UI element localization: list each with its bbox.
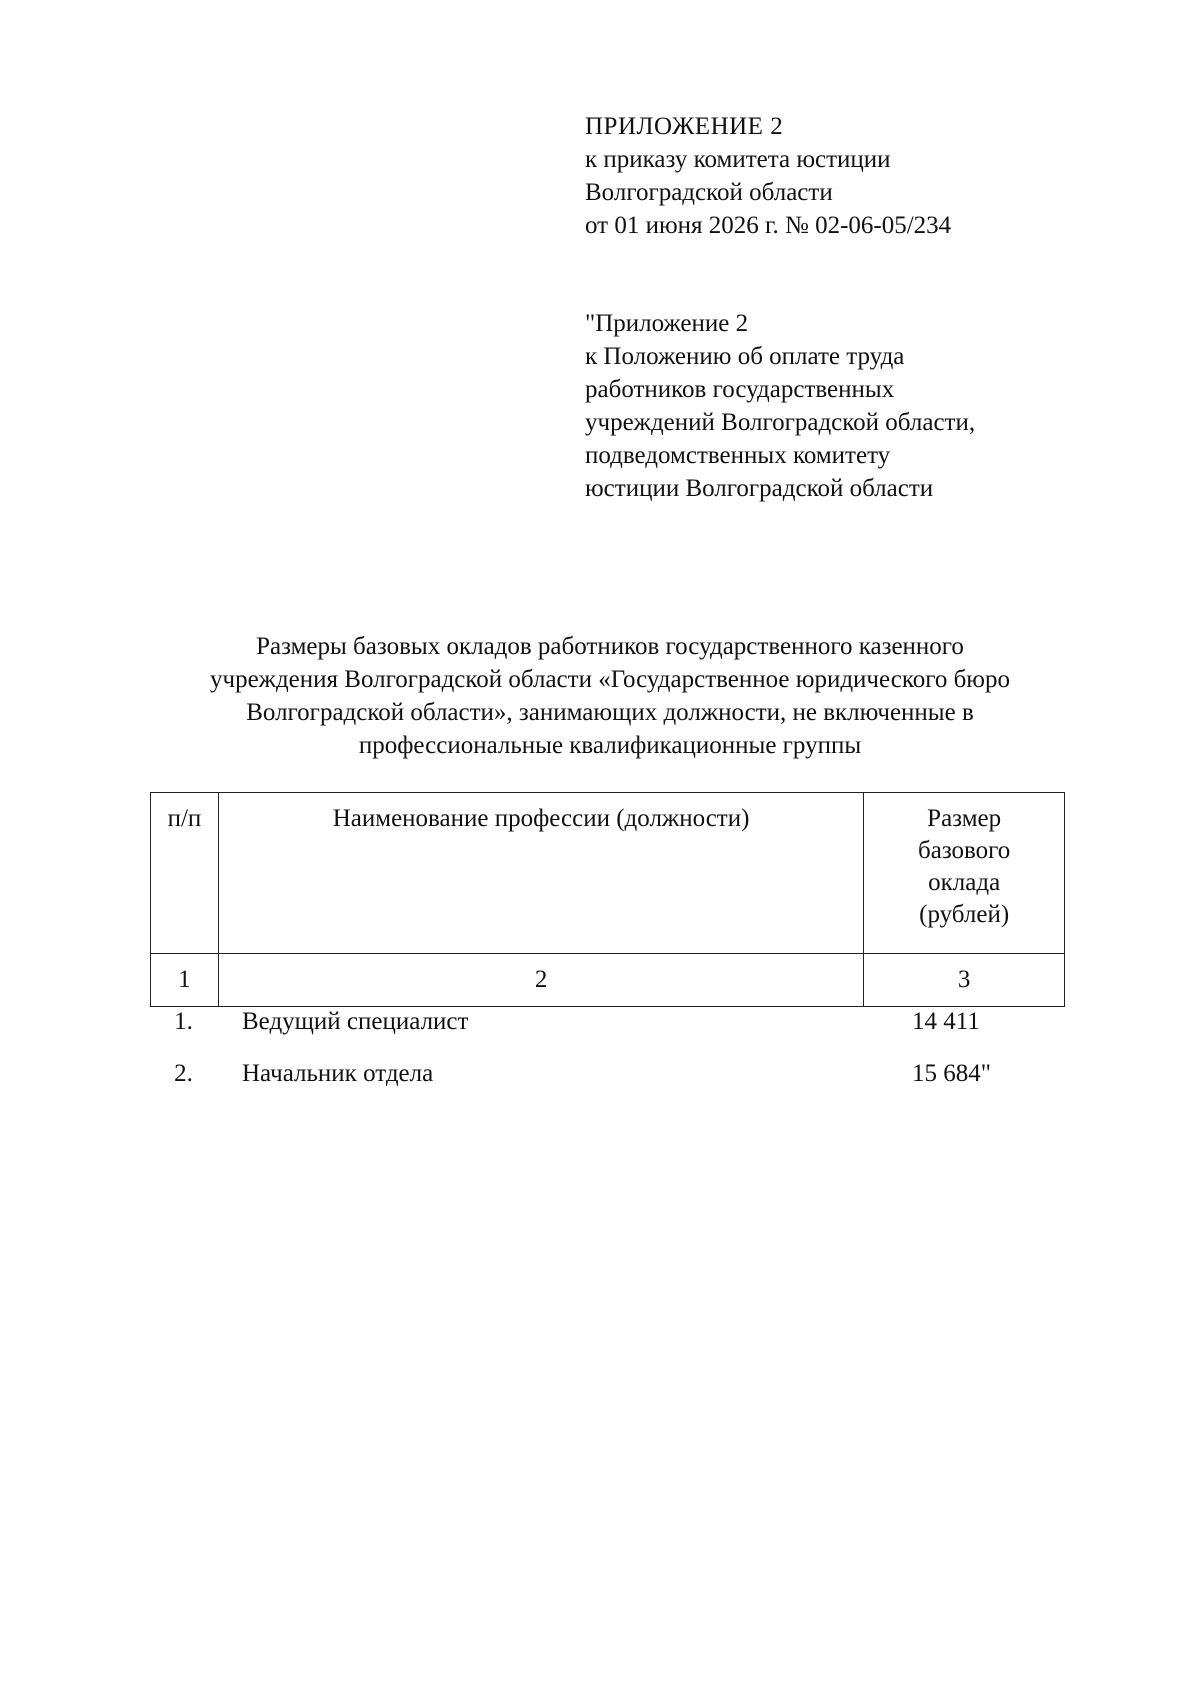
regulation-line: "Приложение 2 <box>585 310 749 337</box>
regulation-line: учреждений Волгоградской области, <box>585 409 976 436</box>
row-number: 1. <box>174 1008 193 1035</box>
document-title-line: Волгоградской области», занимающих должности, не включенные в <box>246 699 974 726</box>
salary-table-header <box>150 792 1065 1007</box>
salary-table-body <box>150 1005 1065 1109</box>
row-salary: 14 411 <box>912 1008 980 1035</box>
header-salary-line: (рублей) <box>919 901 1010 928</box>
row-position-name: Ведущий специалист <box>242 1008 469 1035</box>
column-index: 1 <box>151 954 219 1007</box>
annex-title: ПРИЛОЖЕНИЕ 2 <box>585 113 784 140</box>
regulation-line: работников государственных <box>585 376 895 403</box>
header-position-name: Наименование профессии (должности) <box>218 793 863 954</box>
column-index: 2 <box>218 954 863 1007</box>
document-title <box>150 630 1070 762</box>
table-header-row <box>151 793 1065 954</box>
row-salary: 15 684" <box>912 1060 991 1087</box>
header-base-salary <box>864 793 1065 954</box>
table-row <box>150 1005 1065 1057</box>
table-row <box>150 1057 1065 1109</box>
regulation-line: юстиции Волгоградской области <box>585 475 934 502</box>
header-salary-line: базового <box>918 837 1011 864</box>
header-salary-line: Размер <box>927 805 1002 832</box>
document-title-line: Размеры базовых окладов работников государственного казенного <box>256 633 964 660</box>
header-salary-line: оклада <box>928 869 1001 896</box>
row-number: 2. <box>174 1060 193 1087</box>
regulation-reference <box>585 307 975 505</box>
document-title-line: профессиональные квалификационные группы <box>358 732 862 759</box>
column-index: 3 <box>864 954 1065 1007</box>
table-column-index-row <box>151 954 1065 1007</box>
document-title-line: учреждения Волгоградской области «Государственное юридического бюро <box>210 666 1010 693</box>
annex-line: к приказу комитета юстиции <box>585 146 891 173</box>
regulation-line: подведомственных комитету <box>585 442 891 469</box>
row-position-name: Начальник отдела <box>242 1060 434 1087</box>
header-number: п/п <box>151 793 219 954</box>
regulation-line: к Положению об оплате труда <box>585 343 905 370</box>
annex-line: Волгоградской области <box>585 179 833 206</box>
annex-line: от 01 июня 2026 г. № 02-06-05/234 <box>585 212 952 239</box>
annex-header <box>585 110 951 242</box>
